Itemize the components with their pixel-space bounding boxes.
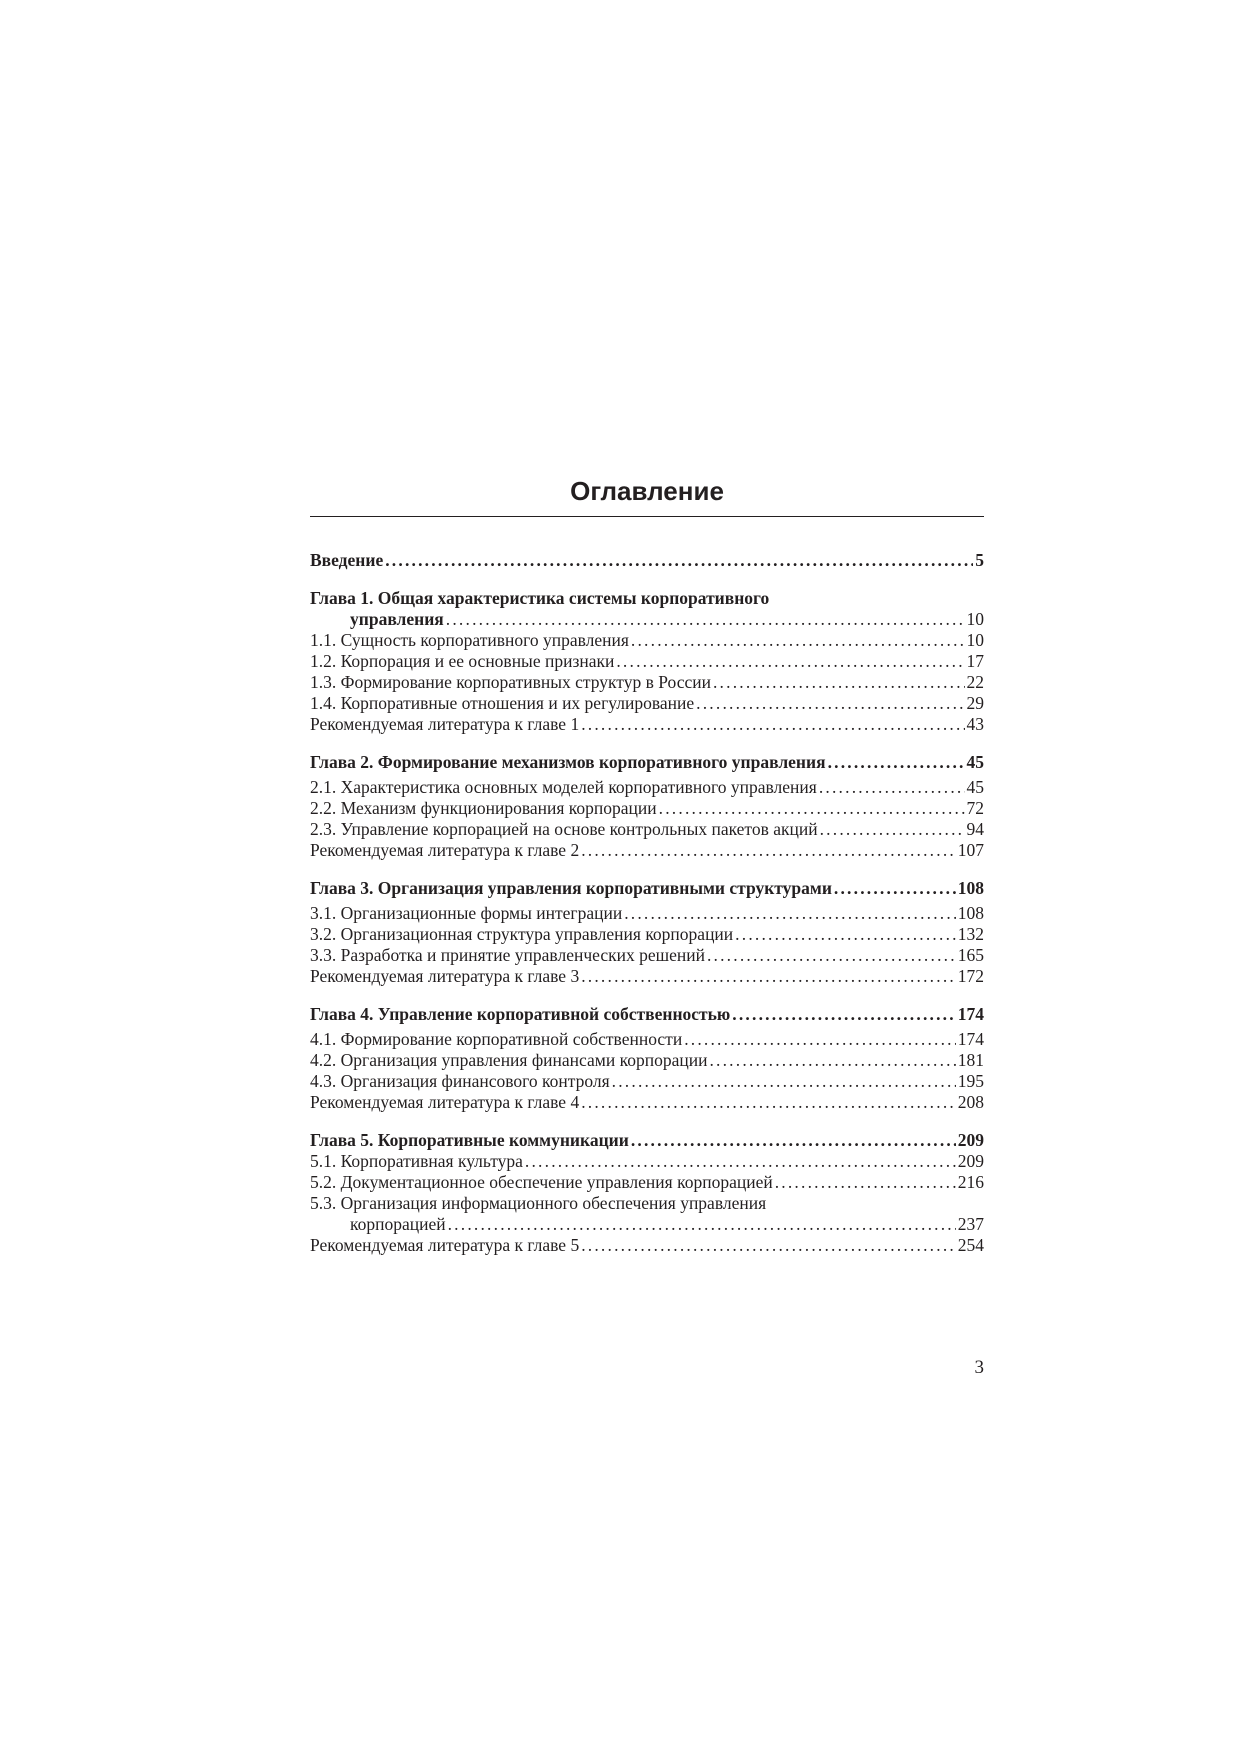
dot-leader <box>828 752 965 773</box>
toc-entry-label: Введение <box>310 550 384 570</box>
dot-leader <box>709 1050 955 1071</box>
toc-entry-4-1[interactable] <box>310 1029 984 1050</box>
toc-entry-label: 1.3. Формирование корпоративных структур в России <box>310 672 711 692</box>
toc-entry-label: Рекомендуемая литература к главе 4 <box>310 1092 580 1112</box>
toc-entry-2-3[interactable] <box>310 819 984 840</box>
toc-entry-label: Глава 2. Формирование механизмов корпоративного управления <box>310 752 826 772</box>
dot-leader <box>616 651 964 672</box>
toc-entry-label: 4.2. Организация управления финансами корпорации <box>310 1050 708 1070</box>
toc-entry-label: Рекомендуемая литература к главе 3 <box>310 966 580 986</box>
toc-chapter-1-group <box>310 588 984 735</box>
toc-entry-page: 107 <box>957 840 984 860</box>
dot-leader <box>696 693 964 714</box>
toc-entry-page: 108 <box>957 878 984 898</box>
toc-entry-page: 94 <box>966 819 984 839</box>
toc-entry-label: Глава 5. Корпоративные коммуникации <box>310 1130 629 1150</box>
toc-entry-4-literature[interactable] <box>310 1092 984 1113</box>
toc-entry-label: Рекомендуемая литература к главе 2 <box>310 840 580 860</box>
toc-entry-page: 10 <box>966 609 984 629</box>
toc-entry-page: 174 <box>957 1004 984 1024</box>
toc-entry-1-4[interactable] <box>310 693 984 714</box>
toc-entry-page: 108 <box>957 903 984 923</box>
toc-entry-label: 2.1. Характеристика основных моделей корпоративного управления <box>310 777 817 797</box>
toc-chapter-2-group <box>310 752 984 861</box>
toc-entry-label: 4.3. Организация финансового контроля <box>310 1071 610 1091</box>
toc-entry-5-3-line1: 5.3. Организация информационного обеспечения управления <box>310 1193 767 1213</box>
toc-entry-label: 3.3. Разработка и принятие управленческих решений <box>310 945 705 965</box>
toc-entry-page: 72 <box>966 798 984 818</box>
toc-chapter-3-heading[interactable] <box>310 878 984 899</box>
dot-leader <box>446 609 965 630</box>
dot-leader <box>624 903 956 924</box>
dot-leader <box>834 878 956 899</box>
dot-leader <box>775 1172 956 1193</box>
dot-leader <box>684 1029 956 1050</box>
toc-entry-3-3[interactable] <box>310 945 984 966</box>
toc-entry-intro[interactable] <box>310 550 984 571</box>
toc-entry-5-3[interactable] <box>310 1193 984 1235</box>
dot-leader <box>581 1092 956 1113</box>
dot-leader <box>581 966 956 987</box>
dot-leader <box>448 1214 956 1235</box>
toc-entry-5-1[interactable] <box>310 1151 984 1172</box>
toc-chapter-1-heading-line2: управления <box>350 609 444 629</box>
toc-chapter-4-heading[interactable] <box>310 1004 984 1025</box>
toc-entry-1-2[interactable] <box>310 651 984 672</box>
dot-leader <box>612 1071 956 1092</box>
toc-entry-label: Рекомендуемая литература к главе 1 <box>310 714 580 734</box>
toc-entry-page: 208 <box>957 1092 984 1112</box>
toc-entry-label: 2.2. Механизм функционирования корпорации <box>310 798 657 818</box>
toc-entry-label: 1.2. Корпорация и ее основные признаки <box>310 651 615 671</box>
toc-entry-label: 5.1. Корпоративная культура <box>310 1151 523 1171</box>
dot-leader <box>659 798 965 819</box>
dot-leader <box>581 840 956 861</box>
toc-chapter-5-heading[interactable] <box>310 1130 984 1151</box>
toc-entry-page: 45 <box>966 777 984 797</box>
toc-entry-page: 195 <box>957 1071 984 1091</box>
dot-leader <box>581 714 964 735</box>
toc-entry-page: 22 <box>966 672 984 692</box>
toc-entry-page: 181 <box>957 1050 984 1070</box>
dot-leader <box>525 1151 956 1172</box>
toc-entry-2-2[interactable] <box>310 798 984 819</box>
dot-leader <box>819 777 965 798</box>
toc-entry-label: 4.1. Формирование корпоративной собственности <box>310 1029 683 1049</box>
toc-entry-page: 172 <box>957 966 984 986</box>
toc-entry-label: 2.3. Управление корпорацией на основе контрольных пакетов акций <box>310 819 818 839</box>
toc-entry-label: Глава 4. Управление корпоративной собственностью <box>310 1004 731 1024</box>
table-of-contents <box>310 550 984 1273</box>
title-divider <box>310 516 984 517</box>
toc-chapter-2-heading[interactable] <box>310 752 984 773</box>
toc-entry-label: Глава 3. Организация управления корпоративными структурами <box>310 878 832 898</box>
toc-entry-3-literature[interactable] <box>310 966 984 987</box>
dot-leader <box>631 630 965 651</box>
toc-entry-page: 174 <box>957 1029 984 1049</box>
toc-entry-page: 254 <box>957 1235 984 1255</box>
toc-entry-label: 1.1. Сущность корпоративного управления <box>310 630 629 650</box>
toc-entry-label: 1.4. Корпоративные отношения и их регулирование <box>310 693 695 713</box>
toc-entry-page: 216 <box>957 1172 984 1192</box>
dot-leader <box>735 924 956 945</box>
toc-entry-label: 3.1. Организационные формы интеграции <box>310 903 623 923</box>
toc-entry-page: 29 <box>966 693 984 713</box>
dot-leader <box>820 819 965 840</box>
toc-chapter-1-heading[interactable] <box>310 588 984 630</box>
toc-entry-2-1[interactable] <box>310 777 984 798</box>
toc-entry-5-2[interactable] <box>310 1172 984 1193</box>
toc-entry-1-literature[interactable] <box>310 714 984 735</box>
toc-entry-page: 165 <box>957 945 984 965</box>
page-number: 3 <box>974 1357 984 1378</box>
toc-entry-page: 209 <box>957 1151 984 1171</box>
toc-intro-group <box>310 550 984 571</box>
toc-entry-page: 43 <box>966 714 984 734</box>
toc-entry-page: 237 <box>957 1214 984 1234</box>
toc-entry-page: 45 <box>966 752 984 772</box>
toc-chapter-3-group <box>310 878 984 987</box>
toc-entry-page: 17 <box>966 651 984 671</box>
dot-leader <box>732 1004 955 1025</box>
page-title: Оглавление <box>570 476 724 506</box>
toc-entry-5-literature[interactable] <box>310 1235 984 1256</box>
dot-leader <box>713 672 965 693</box>
toc-entry-page: 209 <box>957 1130 984 1150</box>
toc-entry-3-2[interactable] <box>310 924 984 945</box>
toc-entry-page: 10 <box>966 630 984 650</box>
toc-entry-3-1[interactable] <box>310 903 984 924</box>
toc-entry-1-3[interactable] <box>310 672 984 693</box>
toc-chapter-1-heading-line1: Глава 1. Общая характеристика системы корпоративного <box>310 588 770 608</box>
toc-entry-4-2[interactable] <box>310 1050 984 1071</box>
toc-entry-5-3-line2: корпорацией <box>350 1214 446 1234</box>
toc-entry-page: 132 <box>957 924 984 944</box>
toc-entry-4-3[interactable] <box>310 1071 984 1092</box>
dot-leader <box>581 1235 956 1256</box>
dot-leader <box>707 945 956 966</box>
toc-entry-label: 3.2. Организационная структура управления корпорации <box>310 924 734 944</box>
toc-entry-page: 5 <box>975 550 984 570</box>
dot-leader <box>385 550 973 571</box>
dot-leader <box>631 1130 956 1151</box>
toc-entry-1-1[interactable] <box>310 630 984 651</box>
toc-chapter-5-group <box>310 1130 984 1256</box>
toc-entry-label: Рекомендуемая литература к главе 5 <box>310 1235 580 1255</box>
toc-chapter-4-group <box>310 1004 984 1113</box>
toc-entry-label: 5.2. Документационное обеспечение управления корпорацией <box>310 1172 773 1192</box>
toc-entry-2-literature[interactable] <box>310 840 984 861</box>
